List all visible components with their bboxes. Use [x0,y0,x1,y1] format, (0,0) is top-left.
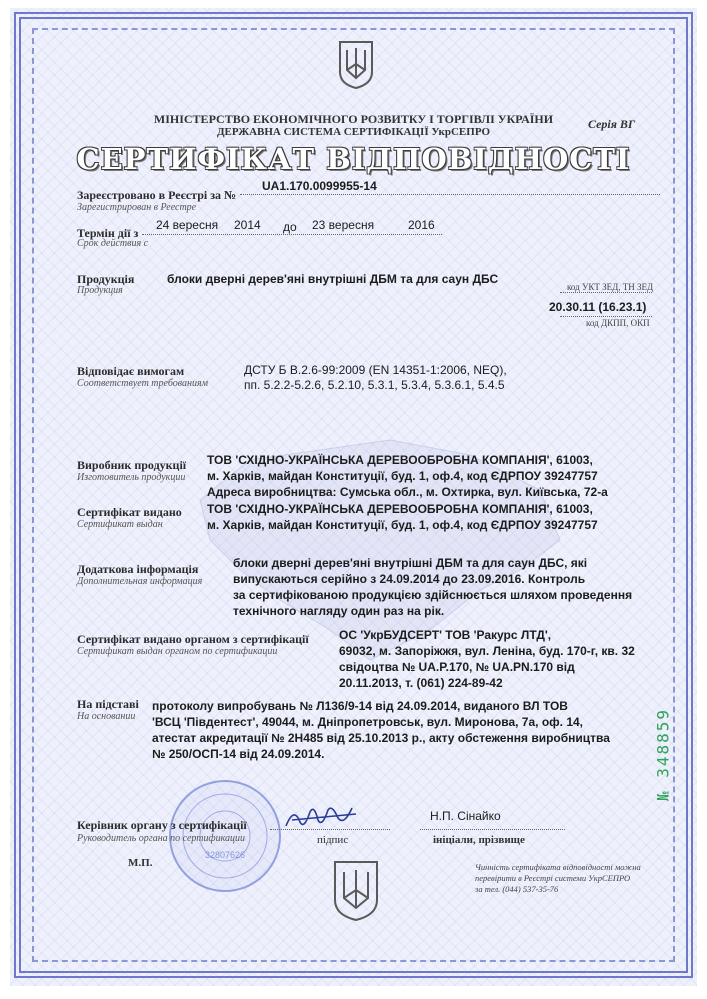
issued-to-line-1: ТОВ 'СХІДНО-УКРАЇНСЬКА ДЕРЕВООБРОБНА КОМПАНІЯ', 61003, [207,502,593,516]
basis-line-2: 'ВСЦ 'Південтест', 49044, м. Дніпропетровськ, вул. Миронова, 7а, оф. 14, [152,715,583,729]
basis-line-4: № 250/ОСП-14 від 24.09.2014. [152,747,325,761]
requirements-line-2: пп. 5.2.2-5.2.6, 5.2.10, 5.3.1, 5.3.4, 5.3.6.1, 5.4.5 [244,378,505,392]
issuing-body-line-3: свідоцтва № UA.P.170, № UA.PN.170 від [339,660,575,674]
manufacturer-line-2: м. Харків, майдан Конституції, буд. 1, оф.4, код ЄДРПОУ 39247757 [207,469,598,483]
issued-to-label-ru: Сертификат выдан [77,519,163,530]
stamp-code: 32807626 [204,850,246,860]
handwritten-signature [282,798,362,834]
manufacturer-label-ru: Изготовитель продукции [77,472,186,483]
issued-to-line-2: м. Харків, майдан Конституції, буд. 1, оф.4, код ЄДРПОУ 39247757 [207,518,598,532]
note-line-1: Чинність сертифіката відповідності можна [475,862,641,872]
coat-of-arms-top-icon [337,40,375,90]
code-line-top [560,292,652,293]
validity-line [142,234,442,235]
additional-label: Додаткова інформація [77,562,199,576]
basis-label: На підставі [77,697,139,711]
additional-line-2: випускаються серійно з 24.09.2014 до 23.09.2016. Контроль [233,572,586,586]
basis-line-3: атестат акредитації № 2Н485 від 25.10.2013 р., акту обстеження виробництва [152,731,610,745]
additional-line-4: технічного нагляду один раз на рік. [233,604,445,618]
manufacturer-label: Виробник продукції [77,458,187,472]
note-line-2: перевірити в Реєстрі системи УкрСЕПРО [475,873,631,883]
code-label-top: код УКТ ЗЕД, ТН ЗЕД [567,282,654,292]
signatory-name: Н.П. Сінайко [430,809,501,823]
basis-line-1: протоколу випробувань № Л136/9-14 від 24.09.2014, виданого ВЛ ТОВ [152,699,568,713]
issued-to-label: Сертифікат видано [77,505,182,519]
name-line [420,829,565,830]
additional-label-ru: Дополнительная информация [77,576,203,587]
registry-label-ru: Зарегистрирован в Реестре [77,202,197,213]
code-line-bottom [560,316,652,317]
issuing-body-line-2: 69032, м. Запоріжжя, вул. Леніна, буд. 170-г, кв. 32 [339,644,635,658]
issuing-body-line-1: ОС 'УкрБУДСЕРТ' ТОВ 'Ракурс ЛТД', [339,628,552,642]
issuing-body-line-4: 20.11.2013, т. (061) 224-89-42 [339,676,503,690]
coat-of-arms-bottom-icon [332,860,380,922]
signature-caption: підпис [317,834,349,846]
name-caption: ініціали, прізвище [433,834,525,846]
registry-number: UA1.170.0099955-14 [262,179,377,193]
validity-label-ru: Срок действия с [77,238,149,249]
requirements-label-ru: Соответствует требованиям [77,378,208,389]
validity-to-word: до [283,220,297,234]
product-label: Продукція [77,272,135,286]
validity-label: Термін дії з [77,226,139,240]
stamp-place-label: М.П. [128,857,153,869]
validity-from-day: 24 вересня [156,218,219,232]
requirements-line-1: ДСТУ Б В.2.6-99:2009 (EN 14351-1:2006, NEQ), [244,363,507,377]
basis-label-ru: На основании [77,711,136,722]
validity-to-day: 23 вересня [312,218,375,232]
serial-number: № 348859 [653,707,673,802]
certificate-title: СЕРТИФІКАТ ВІДПОВІДНОСТІ [76,142,631,176]
note-line-3: за тел. (044) 537-35-76 [475,884,559,894]
product-value: блоки дверні дерев'яні внутрішні ДБМ та для саун ДБС [167,272,499,286]
issuing-body-label-ru: Сертификат выдан органом по сертификации [77,646,278,657]
head-label-ru: Руководитель органа по сертификации [77,833,246,844]
product-label-ru: Продукция [77,285,123,296]
issuing-body-label: Сертифікат видано органом з сертифікації [77,632,309,646]
registry-label: Зареєстровано в Реєстрі за № [77,188,237,202]
product-code: 20.30.11 (16.23.1) [549,300,647,314]
manufacturer-line-1: ТОВ 'СХІДНО-УКРАЇНСЬКА ДЕРЕВООБРОБНА КОМПАНІЯ', 61003, [207,453,593,467]
manufacturer-line-3: Адреса виробництва: Сумська обл., м. Охтирка, вул. Київська, 72-а [207,485,608,499]
certification-system: ДЕРЖАВНА СИСТЕМА СЕРТИФІКАЦІЇ УкрСЕПРО [216,126,491,138]
validity-from-year: 2014 [234,218,261,232]
additional-line-1: блоки дверні дерев'яні внутрішні ДБМ та для саун ДБС, які [233,556,588,570]
requirements-label: Відповідає вимогам [77,364,185,378]
registry-line [240,194,660,195]
validity-to-year: 2016 [408,218,435,232]
serial-number-box [648,690,678,830]
series-label: Серія ВГ [588,117,636,131]
code-label-bottom: код ДКПП, ОКП [586,318,650,328]
additional-line-3: за сертифікованою продукцією здійснюється шляхом проведення [233,588,633,602]
ministry-name: МІНІСТЕРСТВО ЕКОНОМІЧНОГО РОЗВИТКУ І ТОРГІВЛІ УКРАЇНИ [153,112,554,126]
head-label: Керівник органу з сертифікації [77,818,247,832]
